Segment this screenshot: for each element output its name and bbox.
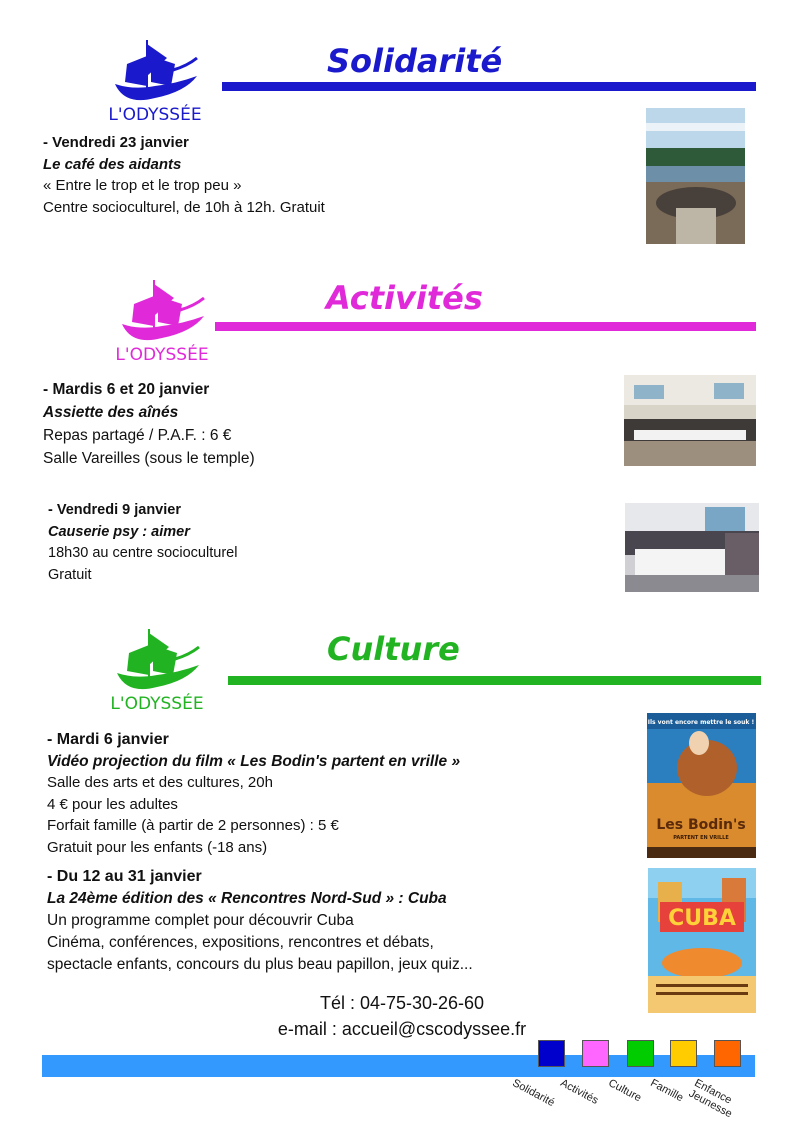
event-date: - Mardi 6 janvier [47,731,169,748]
event-title: Causerie psy : aimer [48,523,190,540]
legend-square-enfance-jeunesse [714,1040,741,1067]
odyssee-logo-activites [112,276,212,366]
odyssee-logo-solidarite [105,36,205,126]
event-detail: 18h30 au centre socioculturel [48,545,238,561]
poster-cuba [648,868,756,1013]
logo-text: L'ODYSSÉE [115,345,209,365]
section-title-solidarite: Solidarité [327,42,503,80]
legend-label-activites: Activités [558,1077,601,1107]
event-detail: « Entre le trop et le trop peu » [43,177,242,194]
legend-label-solidarite: Solidarité [510,1077,557,1110]
poster-subtitle: PARTENT EN VRILLE [673,835,729,841]
event-rencontres-nord-sud [47,866,617,976]
photo-cafe-aidants [646,108,745,244]
event-detail: Forfait famille (à partir de 2 personnes) : 5 € [47,817,339,834]
logo-text: L'ODYSSÉE [110,694,204,714]
legend-label-enfance-jeunesse: Enfance Jeunesse [686,1077,734,1121]
poster-title: Les Bodin's [656,817,746,833]
event-date: - Mardis 6 et 20 janvier [43,381,210,398]
poster-bodins [647,713,756,858]
event-date: - Du 12 au 31 janvier [47,868,202,885]
event-detail: spectacle enfants, concours du plus beau papillon, jeux quiz... [47,956,473,973]
event-detail: Repas partagé / P.A.F. : 6 € [43,427,232,444]
photo-causerie-psy [625,503,759,592]
legend-label-famille: Famille [648,1077,686,1105]
contact-email[interactable]: e-mail : accueil@cscodyssee.fr [277,1019,527,1039]
event-title: Assiette des aînés [43,404,179,421]
contact-phone: Tél : 04-75-30-26-60 [319,993,485,1013]
poster-tagline: Ils vont encore mettre le souk ! [647,719,755,726]
poster-title: CUBA [668,906,736,931]
event-detail: Gratuit [48,566,92,583]
event-detail: Salle Vareilles (sous le temple) [43,450,255,467]
legend-square-culture [627,1040,654,1067]
event-date: - Vendredi 23 janvier [43,134,189,151]
event-detail: Gratuit pour les enfants (-18 ans) [47,838,268,856]
logo-text: L'ODYSSÉE [108,105,202,125]
legend-square-solidarite [538,1040,565,1067]
legend-label-culture: Culture [606,1077,644,1105]
odyssee-logo-culture [107,625,207,715]
event-assiette-aines [43,378,603,470]
event-detail: 4 € pour les adultes [47,795,178,813]
section-title-activites: Activités [326,279,483,317]
event-detail: Centre socioculturel, de 10h à 12h. Gratuit [43,198,325,216]
legend-square-activites [582,1040,609,1067]
event-detail: Un programme complet pour découvrir Cuba [47,912,354,929]
event-detail: Salle des arts et des cultures, 20h [47,774,273,791]
section-title-culture: Culture [327,630,460,668]
section-divider-culture [228,676,761,685]
event-bodins-film [47,729,617,858]
event-causerie-psy [48,500,608,586]
section-divider-activites [215,322,756,331]
section-divider-solidarite [222,82,756,91]
event-title: Vidéo projection du film « Les Bodin's partent en vrille » [47,752,461,770]
event-title: La 24ème édition des « Rencontres Nord-Sud » : Cuba [47,890,447,907]
event-cafe-aidants [43,132,603,218]
event-detail: Cinéma, conférences, expositions, rencontres et débats, [47,934,434,951]
legend-square-famille [670,1040,697,1067]
photo-assiette-aines [624,375,756,466]
event-date: - Vendredi 9 janvier [48,502,181,518]
contact-block [222,990,582,1042]
event-title: Le café des aidants [43,155,182,173]
